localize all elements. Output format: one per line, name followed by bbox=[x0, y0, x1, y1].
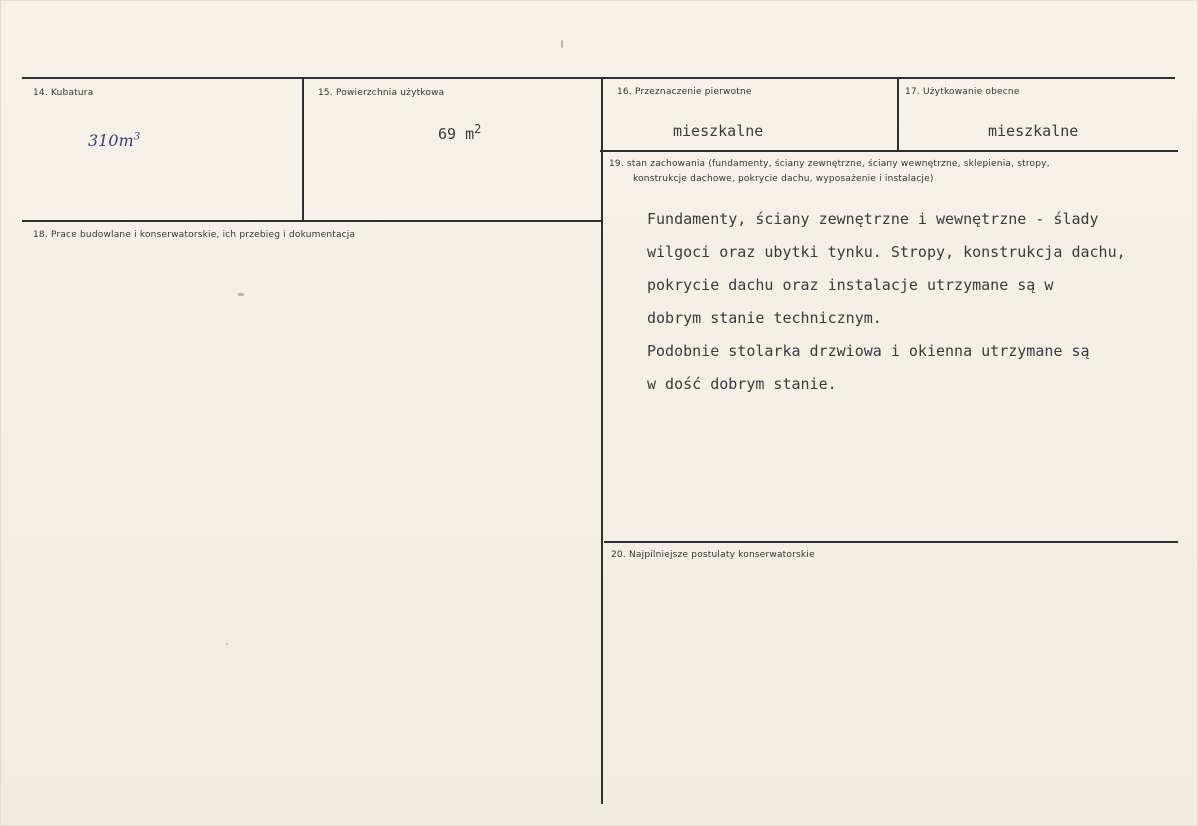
field-19-label-line2: konstrukcje dachowe, pokrycie dachu, wyposażenie i instalacje) bbox=[633, 174, 934, 184]
field-19-line: Fundamenty, ściany zewnętrzne i wewnętrzne - ślady bbox=[647, 210, 1099, 228]
paper-speck bbox=[238, 293, 244, 296]
field-15-number: 69 m bbox=[438, 125, 475, 143]
paper-speck bbox=[226, 643, 228, 645]
field-16-label: 16. Przeznaczenie pierwotne bbox=[617, 87, 752, 97]
field-19-text bbox=[647, 207, 1187, 405]
paper-speck bbox=[561, 40, 563, 48]
field-19-line: dobrym stanie technicznym. bbox=[647, 309, 882, 327]
field-17-value: mieszkalne bbox=[988, 122, 1079, 140]
field-14-label: 14. Kubatura bbox=[33, 88, 94, 98]
field-18-label: 18. Prace budowlane i konserwatorskie, ich przebieg i dokumentacja bbox=[33, 230, 356, 240]
field-15-exponent: 2 bbox=[474, 122, 482, 136]
field-19-line: pokrycie dachu oraz instalacje utrzymane są w bbox=[647, 276, 1054, 294]
rule-under-14-15 bbox=[22, 220, 602, 222]
field-20-label: 20. Najpilniejsze postulaty konserwatorskie bbox=[611, 550, 815, 560]
field-19-label-line1: 19. stan zachowania (fundamenty, ściany zewnętrzne, ściany wewnętrzne, sklepienia, stropy, bbox=[609, 159, 1050, 169]
rule-under-16-17 bbox=[600, 150, 1178, 152]
field-14-number: 310m bbox=[88, 131, 134, 150]
center-divider bbox=[601, 79, 603, 804]
divider-14-15 bbox=[302, 79, 304, 221]
top-rule bbox=[22, 77, 1175, 79]
field-14-exponent: 3 bbox=[133, 131, 141, 143]
field-14-value bbox=[88, 131, 140, 150]
field-19-line: w dość dobrym stanie. bbox=[647, 375, 837, 393]
field-19-line: wilgoci oraz ubytki tynku. Stropy, konstrukcja dachu, bbox=[647, 243, 1126, 261]
divider-16-17 bbox=[897, 79, 899, 151]
field-15-label: 15. Powierzchnia użytkowa bbox=[318, 88, 445, 98]
rule-above-20 bbox=[604, 541, 1178, 543]
field-19-line: Podobnie stolarka drzwiowa i okienna utrzymane są bbox=[647, 342, 1090, 360]
field-15-value bbox=[438, 122, 481, 143]
field-17-label: 17. Użytkowanie obecne bbox=[905, 87, 1020, 97]
field-16-value: mieszkalne bbox=[673, 122, 764, 140]
